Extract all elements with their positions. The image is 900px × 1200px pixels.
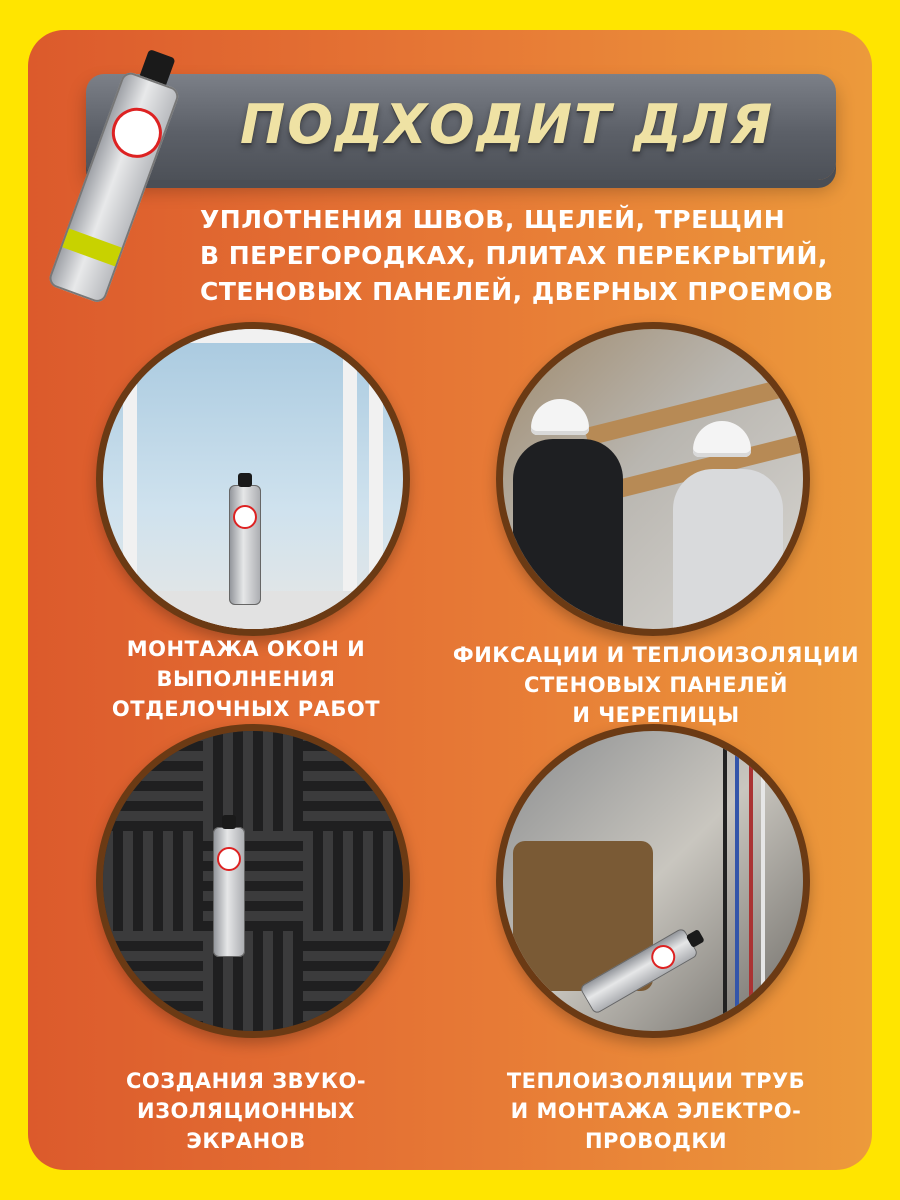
- wire: [749, 731, 753, 1031]
- intro-line: В ПЕРЕГОРОДКАХ, ПЛИТАХ ПЕРЕКРЫТИЙ,: [200, 241, 828, 270]
- wire: [735, 731, 739, 1031]
- caption-soundproofing: [96, 1066, 396, 1156]
- caption-line: ПРОВОДКИ: [584, 1129, 728, 1153]
- workers-photo: [496, 322, 810, 636]
- intro-text: [200, 202, 860, 310]
- acoustic-tile: [303, 831, 403, 931]
- caption-line: ИЗОЛЯЦИОННЫХ: [137, 1099, 355, 1123]
- acoustic-tile: [203, 731, 303, 831]
- worker-left: [513, 439, 623, 636]
- wire: [761, 731, 765, 1031]
- caption-line: МОНТАЖА ОКОН И: [126, 637, 366, 661]
- foam-can-icon: [213, 827, 245, 957]
- acoustic-tile: [303, 931, 403, 1031]
- acoustic-panels-photo: [96, 724, 410, 1038]
- caption-line: СТЕНОВЫХ ПАНЕЛЕЙ: [524, 673, 788, 697]
- worker-right: [673, 469, 783, 636]
- caption-line: ЭКРАНОВ: [186, 1129, 306, 1153]
- intro-line: СТЕНОВЫХ ПАНЕЛЕЙ, ДВЕРНЫХ ПРОЕМОВ: [200, 277, 834, 306]
- caption-pipes-wiring: [476, 1066, 836, 1156]
- caption-insulation: [446, 640, 866, 730]
- caption-line: ТЕПЛОИЗОЛЯЦИИ ТРУБ: [506, 1069, 806, 1093]
- helmet-icon: [531, 399, 589, 435]
- caption-line: ВЫПОЛНЕНИЯ: [156, 667, 336, 691]
- caption-windows: [96, 634, 396, 724]
- foam-can-icon: [229, 485, 261, 605]
- acoustic-tile: [303, 731, 403, 831]
- acoustic-tile: [103, 831, 203, 931]
- caption-line: СОЗДАНИЯ ЗВУКО-: [125, 1069, 367, 1093]
- caption-line: И МОНТАЖА ЭЛЕКТРО-: [510, 1099, 802, 1123]
- caption-line: ОТДЕЛОЧНЫХ РАБОТ: [111, 697, 381, 721]
- acoustic-tile: [103, 931, 203, 1031]
- banner-title: ПОДХОДИТ ДЛЯ: [240, 93, 775, 156]
- acoustic-tile: [103, 731, 203, 831]
- electrical-wiring-photo: [496, 724, 810, 1038]
- helmet-icon: [693, 421, 751, 457]
- caption-line: И ЧЕРЕПИЦЫ: [572, 703, 740, 727]
- window-photo: [96, 322, 410, 636]
- wire: [723, 731, 727, 1031]
- window-sash: [343, 329, 357, 629]
- caption-line: ФИКСАЦИИ И ТЕПЛОИЗОЛЯЦИИ: [452, 643, 860, 667]
- intro-line: УПЛОТНЕНИЯ ШВОВ, ЩЕЛЕЙ, ТРЕЩИН: [200, 205, 786, 234]
